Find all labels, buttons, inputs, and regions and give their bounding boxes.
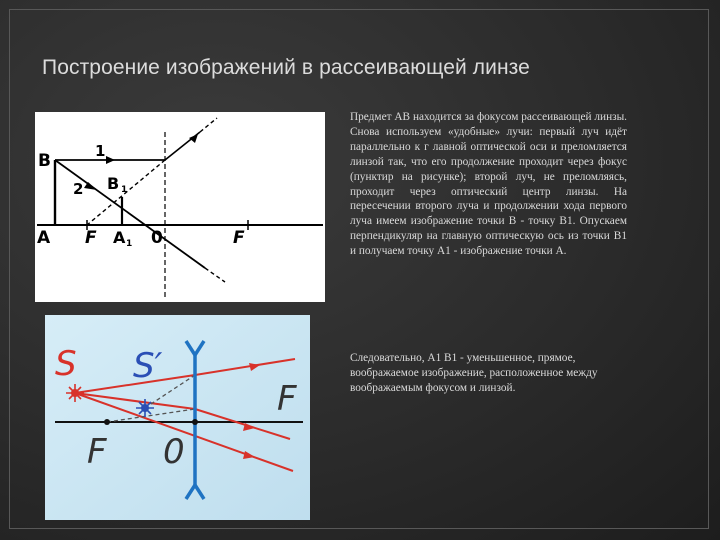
label-F-right: F (233, 228, 245, 248)
label-A: A (37, 228, 51, 248)
label-F-left: F (87, 432, 107, 472)
conclusion-paragraph: Следовательно, А1 В1 - уменьшенное, прямое, воображаемое изображение, расположенное между воображаемым фокусом и линзой. (350, 352, 598, 394)
diverging-lens-diagram (35, 112, 325, 302)
slide-title: Построение изображений в рассеивающей линзе (42, 56, 530, 79)
explanation-paragraph: Предмет AB находится за фокусом рассеивающей линзы. Снова используем «удобные» лучи: первый луч идёт параллельно к г лавной оптической оси и преломляется линзой так, что его продолжение проходит через фокус (пунктир на рисунке); второй луч, не преломляясь, проходит через оптический центр линзы. На пересечении второго луча и продолжении хода первого луча имеем изображение точки В - точку В1. Опускаем перпендикуляр на главную оптическую ось из точки В1 и получаем точку А1 - изображение точки А. (350, 111, 627, 258)
label-F-right: F (277, 379, 297, 419)
label-S: S (55, 344, 77, 384)
label-B1-sub: 1 (121, 185, 128, 195)
label-ray2: 2 (73, 180, 84, 198)
label-A1: A (113, 228, 126, 247)
label-O: 0 (163, 432, 185, 472)
label-B1: B (107, 174, 120, 193)
diverging-lens-illustration (45, 315, 310, 520)
label-ray1: 1 (95, 142, 106, 160)
label-S-prime: S′ (133, 346, 163, 386)
label-F-left: F (85, 228, 97, 248)
label-B: B (38, 151, 51, 171)
label-O: 0 (151, 228, 163, 248)
label-A1-sub: 1 (126, 239, 133, 249)
